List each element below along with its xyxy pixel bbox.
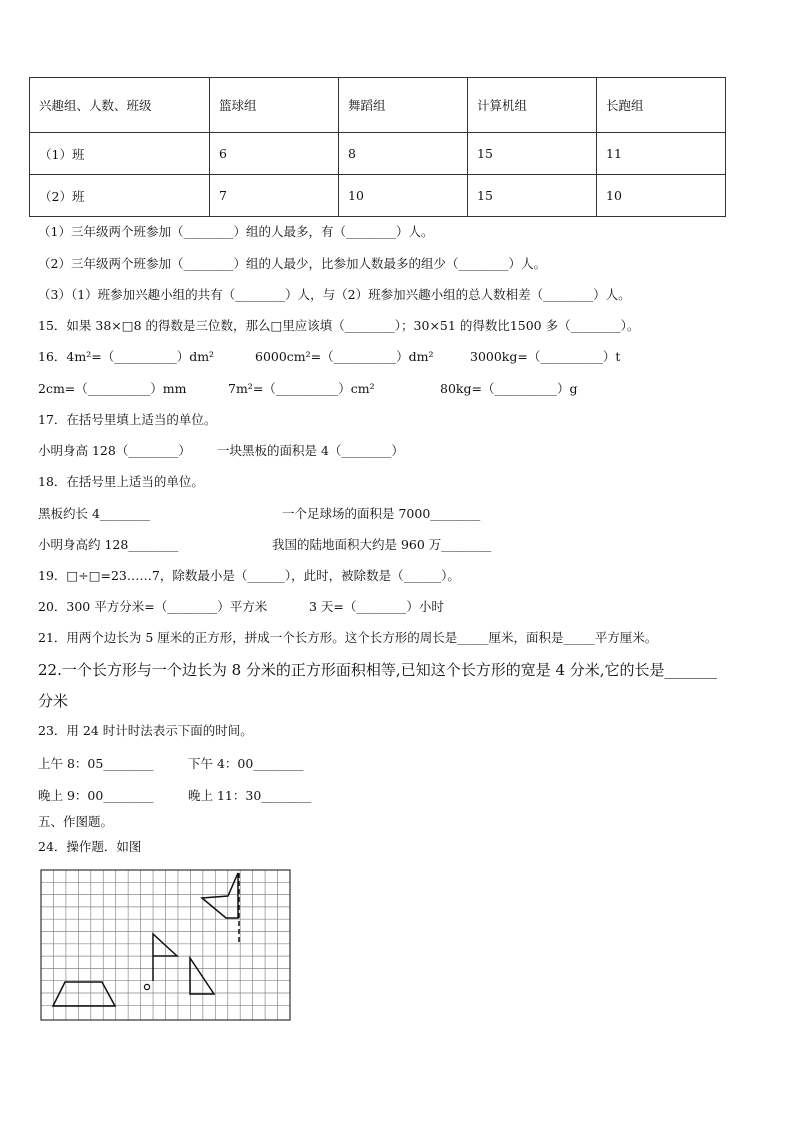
question-17-b: 一块黑板的面积是 4（________） [217,443,404,458]
question-23-c: 晚上 9：00________ [38,788,154,803]
section-5-heading: 五、作图题。 [38,814,114,829]
question-14-1: （1）三年级两个班参加（________）组的人最多，有（________）人。 [38,224,434,239]
table-cell: （1）班 [30,133,210,175]
table-cell: 11 [597,133,726,175]
table-header-cell: 计算机组 [468,78,597,133]
table-cell: 10 [339,175,468,217]
table-cell: 15 [468,175,597,217]
table-header-cell: 舞蹈组 [339,78,468,133]
question-14-2: （2）三年级两个班参加（________）组的人最少，比参加人数最多的组少（________）人。 [38,256,546,271]
question-17-a: 小明身高 128（________） [38,443,191,458]
question-20-b: 3 天=（________）小时 [309,599,444,614]
drawing-grid-figure [40,868,292,1025]
question-21: 21．用两个边长为 5 厘米的正方形，拼成一个长方形。这个长方形的周长是_____厘米，面积是_____平方厘米。 [38,630,658,645]
table-cell: 6 [210,133,339,175]
question-23-d: 晚上 11：30________ [188,788,312,803]
table-header-cell: 长跑组 [597,78,726,133]
question-16-e: 7m²=（__________）cm² [228,381,375,396]
arrow-shape [202,873,238,918]
table-cell: 8 [339,133,468,175]
question-14-3: （3）（1）班参加兴趣小组的共有（________）人，与（2）班参加兴趣小组的总人数相差（________）人。 [38,287,631,302]
question-16-d: 2cm=（__________）mm [38,381,187,396]
question-22-line1: 22.一个长方形与一个边长为 8 分米的正方形面积相等,已知这个长方形的宽是 4 分米,它的长是_______ [38,661,718,679]
table-cell: （2）班 [30,175,210,217]
flag-shape [153,934,177,981]
table-cell: 7 [210,175,339,217]
question-18-a: 黑板约长 4________ [38,506,150,521]
question-16-b: 6000cm²=（__________）dm² [255,349,434,364]
question-23: 23．用 24 时计时法表示下面的时间。 [38,723,253,738]
question-20-a: 20．300 平方分米=（________）平方米 [38,599,268,614]
question-16-a: 16．4m²=（__________）dm² [38,349,215,364]
table-cell: 10 [597,175,726,217]
point-marker [144,984,149,989]
question-17: 17．在括号里填上适当的单位。 [38,412,217,427]
question-16-f: 80kg=（__________）g [440,381,578,396]
question-18-d: 我国的陆地面积大约是 960 万________ [272,537,492,552]
interest-group-table [29,77,726,217]
question-23-b: 下午 4：00________ [188,756,304,771]
question-19: 19．□÷□=23……7，除数最小是（______），此时，被除数是（______）。 [38,568,460,583]
question-23-a: 上午 8：05________ [38,756,154,771]
question-16-c: 3000kg=（__________）t [470,349,621,364]
question-18: 18．在括号里上适当的单位。 [38,474,204,489]
question-18-b: 一个足球场的面积是 7000________ [282,506,481,521]
table-header-cell: 兴趣组、人数、班级 [30,78,210,133]
question-18-c: 小明身高约 128________ [38,537,179,552]
question-24: 24．操作题．如图 [38,839,142,854]
question-22-line2: 分米 [38,692,69,710]
question-15: 15．如果 38×□8 的得数是三位数，那么□里应该填（________）；30×51 的得数比1500 多（________）。 [38,318,640,333]
table-header-cell: 篮球组 [210,78,339,133]
right-triangle-shape [190,958,214,994]
trapezoid-shape [53,982,115,1006]
table-cell: 15 [468,133,597,175]
